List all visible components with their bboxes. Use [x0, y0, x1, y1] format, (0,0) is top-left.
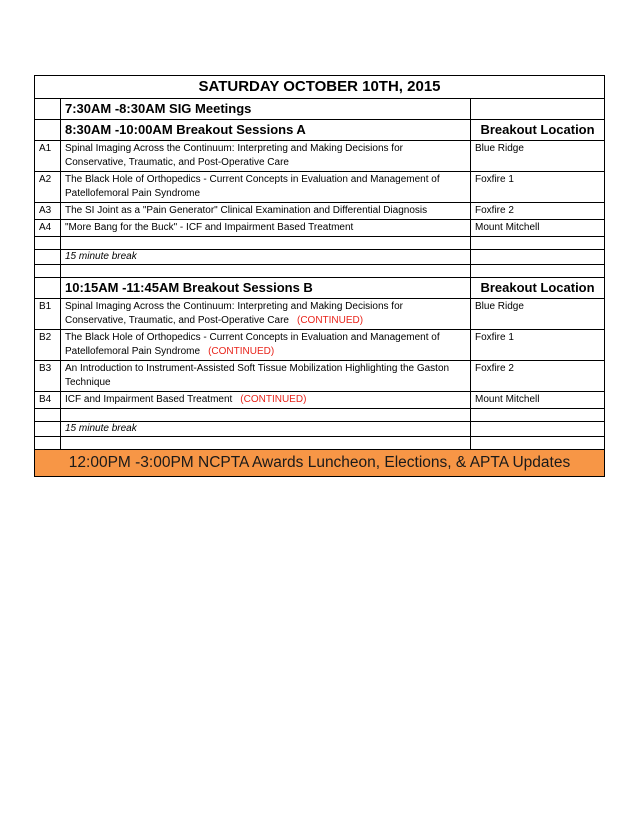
spacer-row	[35, 237, 605, 250]
day-title: SATURDAY OCTOBER 10TH, 2015	[35, 76, 605, 99]
session-location: Foxfire 2	[471, 361, 605, 392]
continued-tag: (CONTINUED)	[240, 394, 307, 405]
session-row	[35, 392, 605, 409]
spacer-row	[35, 265, 605, 278]
continued-tag: (CONTINUED)	[296, 315, 364, 326]
break-label: 15 minute break	[61, 250, 471, 265]
session-row	[35, 141, 605, 172]
block-b-heading-row	[35, 278, 605, 299]
session-row	[35, 330, 605, 361]
session-code: B3	[35, 361, 61, 392]
session-location: Blue Ridge	[471, 141, 605, 172]
session-location: Foxfire 1	[471, 330, 605, 361]
session-row	[35, 203, 605, 220]
session-title: The Black Hole of Orthopedics - Current Concepts in Evaluation and Management of Patellofemoral Pain Syndrome	[61, 172, 471, 203]
session-row	[35, 172, 605, 203]
session-row	[35, 299, 605, 330]
day-title-row	[35, 76, 605, 99]
session-title: Spinal Imaging Across the Continuum: Interpreting and Making Decisions for Conservative, Traumatic, and Post-Operative Care (CONTINUED)	[61, 299, 471, 330]
spacer-row	[35, 437, 605, 450]
block-a-location-header: Breakout Location	[471, 120, 605, 141]
session-location: Foxfire 1	[471, 172, 605, 203]
session-location: Mount Mitchell	[471, 392, 605, 409]
block-a-heading-row	[35, 120, 605, 141]
session-location: Mount Mitchell	[471, 220, 605, 237]
break-label: 15 minute break	[61, 422, 471, 437]
session-title: ICF and Impairment Based Treatment (CONTINUED)	[61, 392, 471, 409]
session-code: B4	[35, 392, 61, 409]
session-title: An Introduction to Instrument-Assisted Soft Tissue Mobilization Highlighting the Gaston Technique	[61, 361, 471, 392]
session-location: Blue Ridge	[471, 299, 605, 330]
session-title: The SI Joint as a "Pain Generator" Clinical Examination and Differential Diagnosis	[61, 203, 471, 220]
sig-meetings-row	[35, 99, 605, 120]
spacer-row	[35, 409, 605, 422]
continued-tag: (CONTINUED)	[208, 346, 275, 357]
session-code: B1	[35, 299, 61, 330]
session-row	[35, 361, 605, 392]
block-a-heading: 8:30AM -10:00AM Breakout Sessions A	[61, 120, 471, 141]
session-title: "More Bang for the Buck" - ICF and Impairment Based Treatment	[61, 220, 471, 237]
session-row	[35, 220, 605, 237]
session-code: B2	[35, 330, 61, 361]
break-row-a	[35, 250, 605, 265]
luncheon-row	[35, 450, 605, 477]
session-location: Foxfire 2	[471, 203, 605, 220]
session-code: A4	[35, 220, 61, 237]
session-code: A1	[35, 141, 61, 172]
luncheon-banner: 12:00PM -3:00PM NCPTA Awards Luncheon, Elections, & APTA Updates	[35, 450, 605, 477]
sig-meetings-heading: 7:30AM -8:30AM SIG Meetings	[61, 99, 471, 120]
block-b-heading: 10:15AM -11:45AM Breakout Sessions B	[61, 278, 471, 299]
session-title: The Black Hole of Orthopedics - Current Concepts in Evaluation and Management of Patellofemoral Pain Syndrome (CONTINUED)	[61, 330, 471, 361]
session-code: A3	[35, 203, 61, 220]
block-b-location-header: Breakout Location	[471, 278, 605, 299]
schedule-table	[34, 75, 605, 477]
session-code: A2	[35, 172, 61, 203]
session-title: Spinal Imaging Across the Continuum: Interpreting and Making Decisions for Conservative, Traumatic, and Post-Operative Care	[61, 141, 471, 172]
break-row-b	[35, 422, 605, 437]
